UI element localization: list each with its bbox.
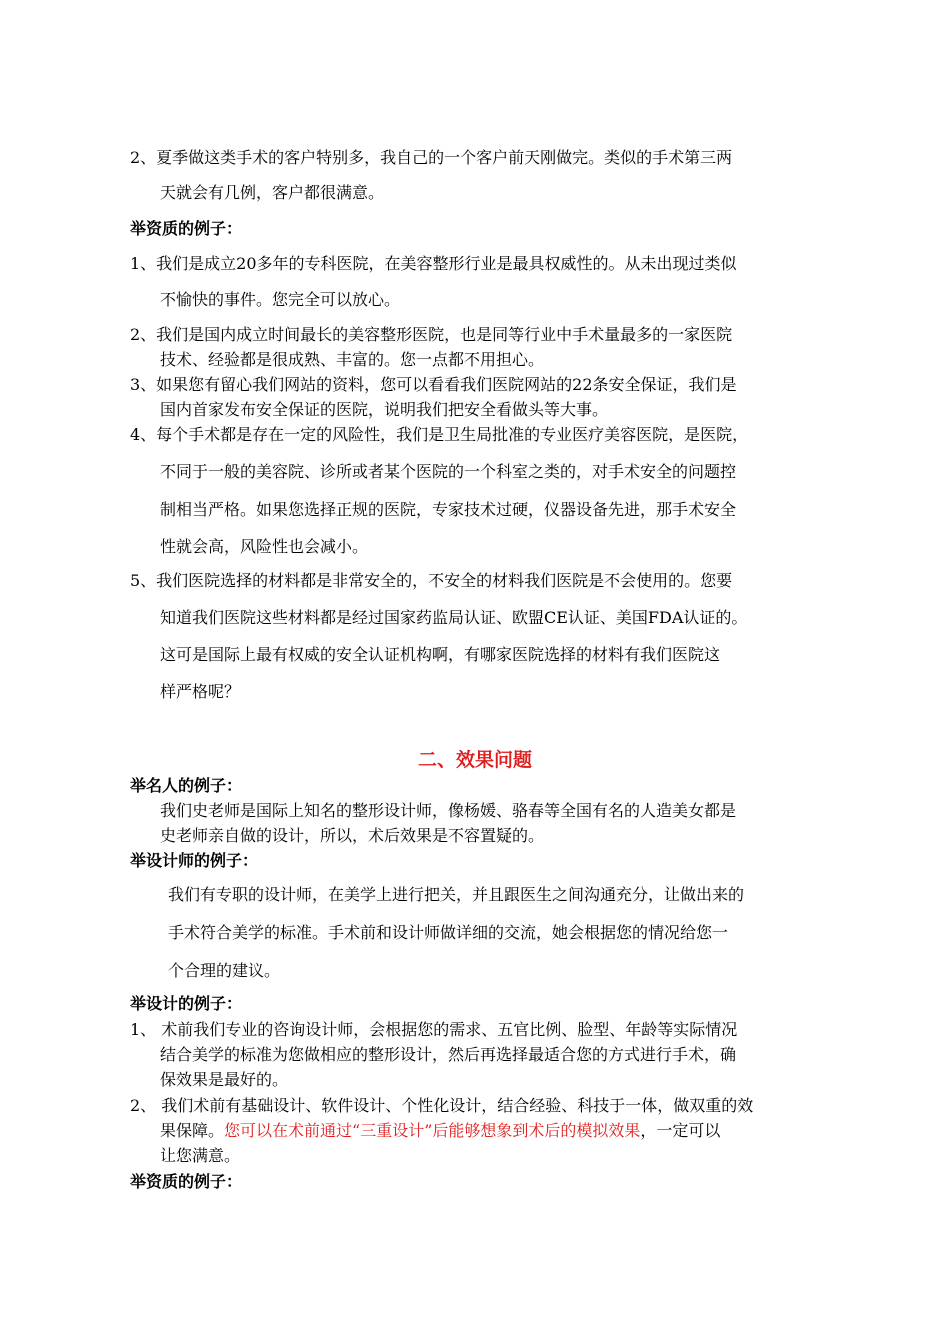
q1-line-2: 不愉快的事件。您完全可以放心。 [160, 290, 401, 309]
designer-line-3: 个合理的建议。 [168, 961, 281, 980]
designer-line-1: 我们有专职的设计师，在美学上进行把关，并且跟医生之间沟通充分，让做出来的 [168, 885, 745, 904]
designer-heading: 举设计师的例子： [130, 851, 259, 870]
q2-line-1: 2、我们是国内成立时间最长的美容整形医院，也是同等行业中手术量最多的一家医院 [130, 325, 733, 344]
q5-line-3: 这可是国际上最有权威的安全认证机构啊，有哪家医院选择的材料有我们医院这 [160, 645, 721, 664]
d2-highlighted-text: 您可以在术前通过“三重设计”后能够想象到术后的模拟效果 [224, 1121, 641, 1140]
design-heading: 举设计的例子： [130, 994, 243, 1013]
d1-line-1: 1、 术前我们专业的咨询设计师，会根据您的需求、五官比例、脸型、年龄等实际情况 [130, 1020, 738, 1039]
section-2-title: 二、效果问题 [417, 749, 532, 771]
q5-line-4: 样严格呢？ [160, 682, 241, 701]
celebrity-line-1: 我们史老师是国际上知名的整形设计师，像杨媛、骆春等全国有名的人造美女都是 [160, 801, 737, 820]
d1-line-2: 结合美学的标准为您做相应的整形设计，然后再选择最适合您的方式进行手术，确 [160, 1045, 737, 1064]
q4-line-3: 制相当严格。如果您选择正规的医院，专家技术过硬，仪器设备先进，那手术安全 [160, 500, 737, 519]
d2-line-1: 2、 我们术前有基础设计、软件设计、个性化设计，结合经验、科技于一体，做双重的效 [130, 1096, 754, 1115]
q2-line-2: 技术、经验都是很成熟、丰富的。您一点都不用担心。 [160, 350, 545, 369]
qualification-heading: 举资质的例子： [130, 219, 243, 238]
d1-line-3: 保效果是最好的。 [160, 1070, 289, 1089]
q3-line-2: 国内首家发布安全保证的医院，说明我们把安全看做头等大事。 [160, 400, 609, 419]
qualification-heading-2: 举资质的例子： [130, 1172, 243, 1191]
celebrity-heading: 举名人的例子： [130, 776, 243, 795]
q4-line-4: 性就会高，风险性也会减小。 [160, 537, 369, 556]
d2-line-3: 让您满意。 [160, 1146, 241, 1165]
d2-line-2-start: 果保障。 [160, 1121, 225, 1140]
q4-line-2: 不同于一般的美容院、诊所或者某个医院的一个科室之类的，对手术安全的问题控 [160, 462, 737, 481]
q4-line-1: 4、每个手术都是存在一定的风险性，我们是卫生局批准的专业医疗美容医院，是医院， [130, 425, 749, 444]
q1-line-1: 1、我们是成立20多年的专科医院，在美容整形行业是最具权威性的。从未出现过类似 [130, 254, 737, 273]
item-2-line-1: 2、夏季做这类手术的客户特别多，我自己的一个客户前天刚做完。类似的手术第三两 [130, 148, 733, 167]
q5-line-1: 5、我们医院选择的材料都是非常安全的，不安全的材料我们医院是不会使用的。您要 [130, 571, 733, 590]
d2-line-2-end: ，一定可以 [640, 1121, 721, 1140]
designer-line-2: 手术符合美学的标准。手术前和设计师做详细的交流，她会根据您的情况给您一 [168, 923, 729, 942]
celebrity-line-2: 史老师亲自做的设计，所以，术后效果是不容置疑的。 [160, 826, 545, 845]
item-2-line-2: 天就会有几例，客户都很满意。 [160, 183, 385, 202]
d2-line-2 [160, 1121, 720, 1141]
q5-line-2: 知道我们医院这些材料都是经过国家药监局认证、欧盟CE认证、美国FDA认证的。 [160, 608, 748, 627]
q3-line-1: 3、如果您有留心我们网站的资料，您可以看看我们医院网站的22条安全保证，我们是 [130, 375, 737, 394]
